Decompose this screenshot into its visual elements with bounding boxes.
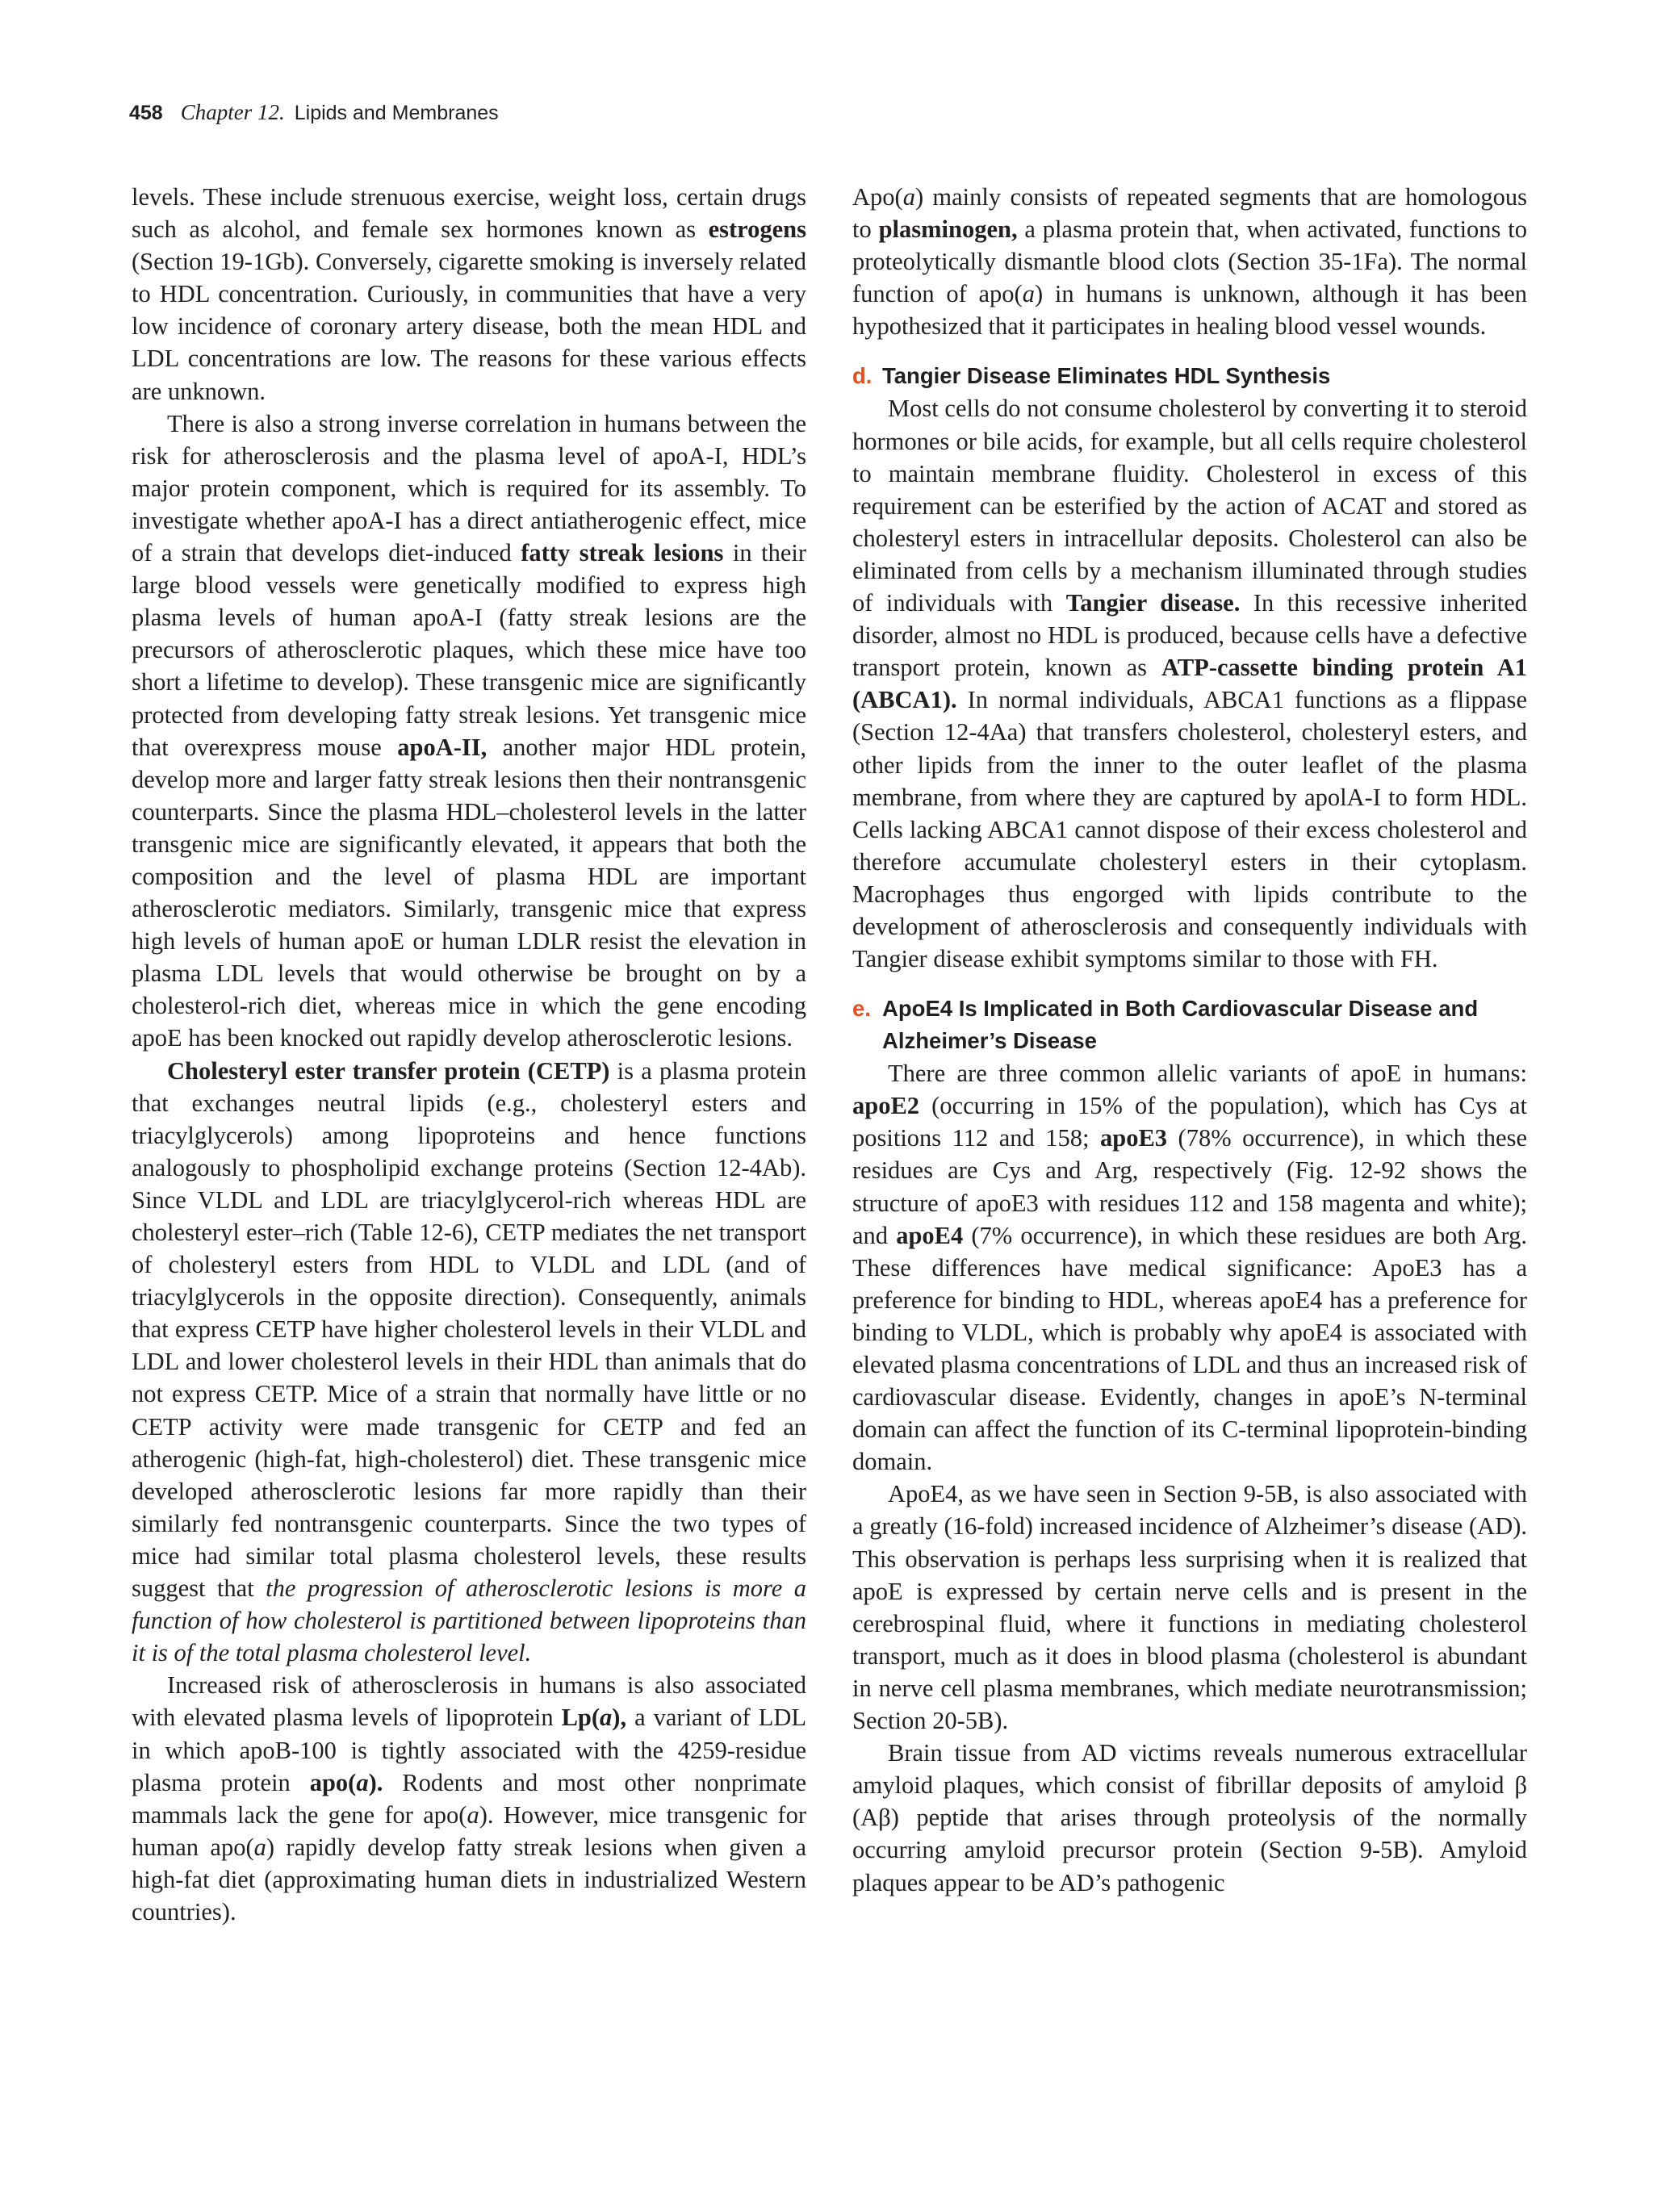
section-letter: d.	[852, 363, 873, 389]
key-term: Lp(a),	[561, 1704, 627, 1732]
paragraph: There is also a strong inverse correlation in humans between the risk for atherosclerosis and the plasma level of apoA-I, HDL’s major protein component, which is required for its assembly. To investigate whether apoA-I has a direct antiatherogenic effect, mice of a strain that develops diet-induced fatty streak lesions in their large blood vessels were genetically modified to express high plasma levels of human apoA-I (fatty streak lesions are the precursors of atherosclerotic plaques, which these mice have too short a lifetime to develop). These transgenic mice are significantly protected from developing fatty streak lesions. Yet transgenic mice that overexpress mouse apoA-II, another major HDL protein, develop more and larger fatty streak lesions then their nontransgenic counterparts. Since the plasma HDL–cholesterol levels in the latter transgenic mice are significantly elevated, it appears that both the composition and the level of plasma HDL are important atherosclerotic mediators. Similarly, transgenic mice that express high levels of human apoE or human LDLR resist the elevation in plasma LDL levels that would otherwise be brought on by a cholesterol-rich diet, whereas mice in which the gene encoding apoE has been knocked out rapidly develop atherosclerotic lesions.	[132, 409, 807, 1052]
key-term: ATP-cassette binding protein A1 (ABCA1).	[852, 654, 1528, 714]
section-heading-d	[852, 360, 1527, 392]
right-column	[852, 181, 1527, 1899]
key-term: apo(a).	[309, 1768, 383, 1796]
left-column	[132, 181, 806, 1928]
paragraph: There are three common allelic variants of apoE in humans: apoE2 (occurring in 15% of the population), which has Cys at positions 112 and 158; apoE3 (78% occurrence), in which these residues are Cys and Arg, respectively (Fig. 12-92 shows the structure of apoE3 with residues 112 and 158 magenta and white); and apoE4 (7% occurrence), in which these residues are both Arg. These differences have medical significance: ApoE3 has a preference for binding to HDL, whereas apoE4 has a preference for binding to VLDL, which is probably why apoE4 is associated with elevated plasma concentrations of LDL and thus an increased risk of cardiovascular disease. Evidently, changes in apoE’s N-terminal domain can affect the function of its C-terminal lipoprotein-binding domain.	[852, 1060, 1527, 1476]
key-term: estrogens	[708, 215, 806, 244]
key-term: Cholesteryl ester transfer protein (CETP)	[167, 1056, 610, 1085]
paragraph: Most cells do not consume cholesterol by converting it to steroid hormones or bile acids, for example, but all cells require cholesterol to maintain membrane fluidity. Cholesterol in excess of this requirement can be esterified by the action of ACAT and stored as cholesteryl esters in intracellular deposits. Cholesterol can also be eliminated from cells by a mechanism illuminated through studies of individuals with Tangier disease. In this recessive inherited disorder, almost no HDL is produced, because cells have a defective transport protein, known as ATP-cassette binding protein A1 (ABCA1). In normal individuals, ABCA1 functions as a flippase (Section 12-4Aa) that transfers cholesterol, cholesteryl esters, and other lipids from the inner to the outer leaflet of the plasma membrane, from where they are captured by apolA-I to form HDL. Cells lacking ABCA1 cannot dispose of their excess cholesterol and therefore accumulate cholesteryl esters in their cytoplasm. Macrophages thus engorged with lipids contribute to the development of atherosclerosis and consequently individuals with Tangier disease exhibit symptoms similar to those with FH.	[852, 395, 1528, 973]
chapter-label: Chapter 12.	[180, 100, 285, 124]
section-title: ApoE4 Is Implicated in Both Cardiovascular Disease and Alzheimer’s Disease	[882, 996, 1479, 1054]
key-term: apoE2	[852, 1092, 920, 1120]
running-header	[129, 100, 499, 132]
section-title: Tangier Disease Eliminates HDL Synthesis	[882, 363, 1331, 389]
key-term: apoA-II,	[397, 733, 488, 761]
paragraph: Cholesteryl ester transfer protein (CETP) is a plasma protein that exchanges neutral lipids (e.g., cholesteryl esters and triacylglycerols) among lipoproteins and hence functions analogously to phospholipid exchange proteins (Section 12-4Ab). Since VLDL and LDL are triacylglycerol-rich whereas HDL are cholesteryl ester–rich (Table 12-6), CETP mediates the net transport of cholesteryl esters from HDL to VLDL and LDL (and of triacylglycerols in the opposite direction). Consequently, animals that express CETP have higher cholesterol levels in their VLDL and LDL and lower cholesterol levels in their HDL than animals that do not express CETP. Mice of a strain that normally have little or no CETP activity were made transgenic for CETP and fed an atherogenic (high-fat, high-cholesterol) diet. These transgenic mice developed atherosclerotic lesions far more rapidly than their similarly fed nontransgenic counterparts. Since the two types of mice had similar total plasma cholesterol levels, these results suggest that the progression of atherosclerotic lesions is more a function of how cholesterol is partitioned between lipoproteins than it is of the total plasma cholesterol level.	[132, 1056, 806, 1667]
paragraph: levels. These include strenuous exercise, weight loss, certain drugs such as alcohol, and female sex hormones known as estrogens (Section 19-1Gb). Conversely, cigarette smoking is inversely related to HDL concentration. Curiously, in communities that have a very low incidence of coronary artery disease, both the mean HDL and LDL concentrations are low. The reasons for these various effects are unknown.	[132, 183, 806, 405]
paragraph: Increased risk of atherosclerosis in humans is also associated with elevated plasma levels of lipoprotein Lp(a), a variant of LDL in which apoB-100 is tightly associated with the 4259-residue plasma protein apo(a). Rodents and most other nonprimate mammals lack the gene for apo(a). However, mice transgenic for human apo(a) rapidly develop fatty streak lesions when given a high-fat diet (approximating human diets in industrialized Western countries).	[132, 1671, 806, 1926]
chapter-title: Lipids and Membranes	[294, 102, 499, 124]
section-heading-e	[852, 993, 1527, 1057]
key-term: Tangier disease.	[1065, 589, 1241, 617]
key-term: apoE4	[896, 1221, 964, 1249]
key-term: apoE3	[1099, 1124, 1168, 1152]
page-number: 458	[129, 102, 163, 124]
paragraph: ApoE4, as we have seen in Section 9-5B, is also associated with a greatly (16-fold) increased incidence of Alzheimer’s disease (AD). This observation is perhaps less surprising when it is realized that apoE is expressed by certain nerve cells and is present in the cerebrospinal fluid, where it functions in mediating cholesterol transport, much as it does in blood plasma (cholesterol is abundant in nerve cell plasma membranes, which mediate neurotransmission; Section 20-5B).	[852, 1480, 1527, 1735]
emphasis: the progression of atherosclerotic lesions is more a function of how cholesterol is partitioned between lipoproteins than it is of the total plasma cholesterol level.	[132, 1574, 806, 1667]
paragraph: Apo(a) mainly consists of repeated segments that are homologous to plasminogen, a plasma protein that, when activated, functions to proteolytically dismantle blood clots (Section 35-1Fa). The normal function of apo(a) in humans is unknown, although it has been hypothesized that it participates in healing blood vessel wounds.	[852, 183, 1528, 341]
key-term: fatty streak lesions	[521, 539, 724, 567]
paragraph: Brain tissue from AD victims reveals numerous extracellular amyloid plaques, which consist of fibrillar deposits of amyloid β (Aβ) peptide that arises through proteolysis of the normally occurring amyloid precursor protein (Section 9-5B). Amyloid plaques appear to be AD’s pathogenic	[852, 1739, 1527, 1896]
key-term: plasminogen,	[878, 215, 1018, 244]
section-letter: e.	[852, 996, 871, 1022]
